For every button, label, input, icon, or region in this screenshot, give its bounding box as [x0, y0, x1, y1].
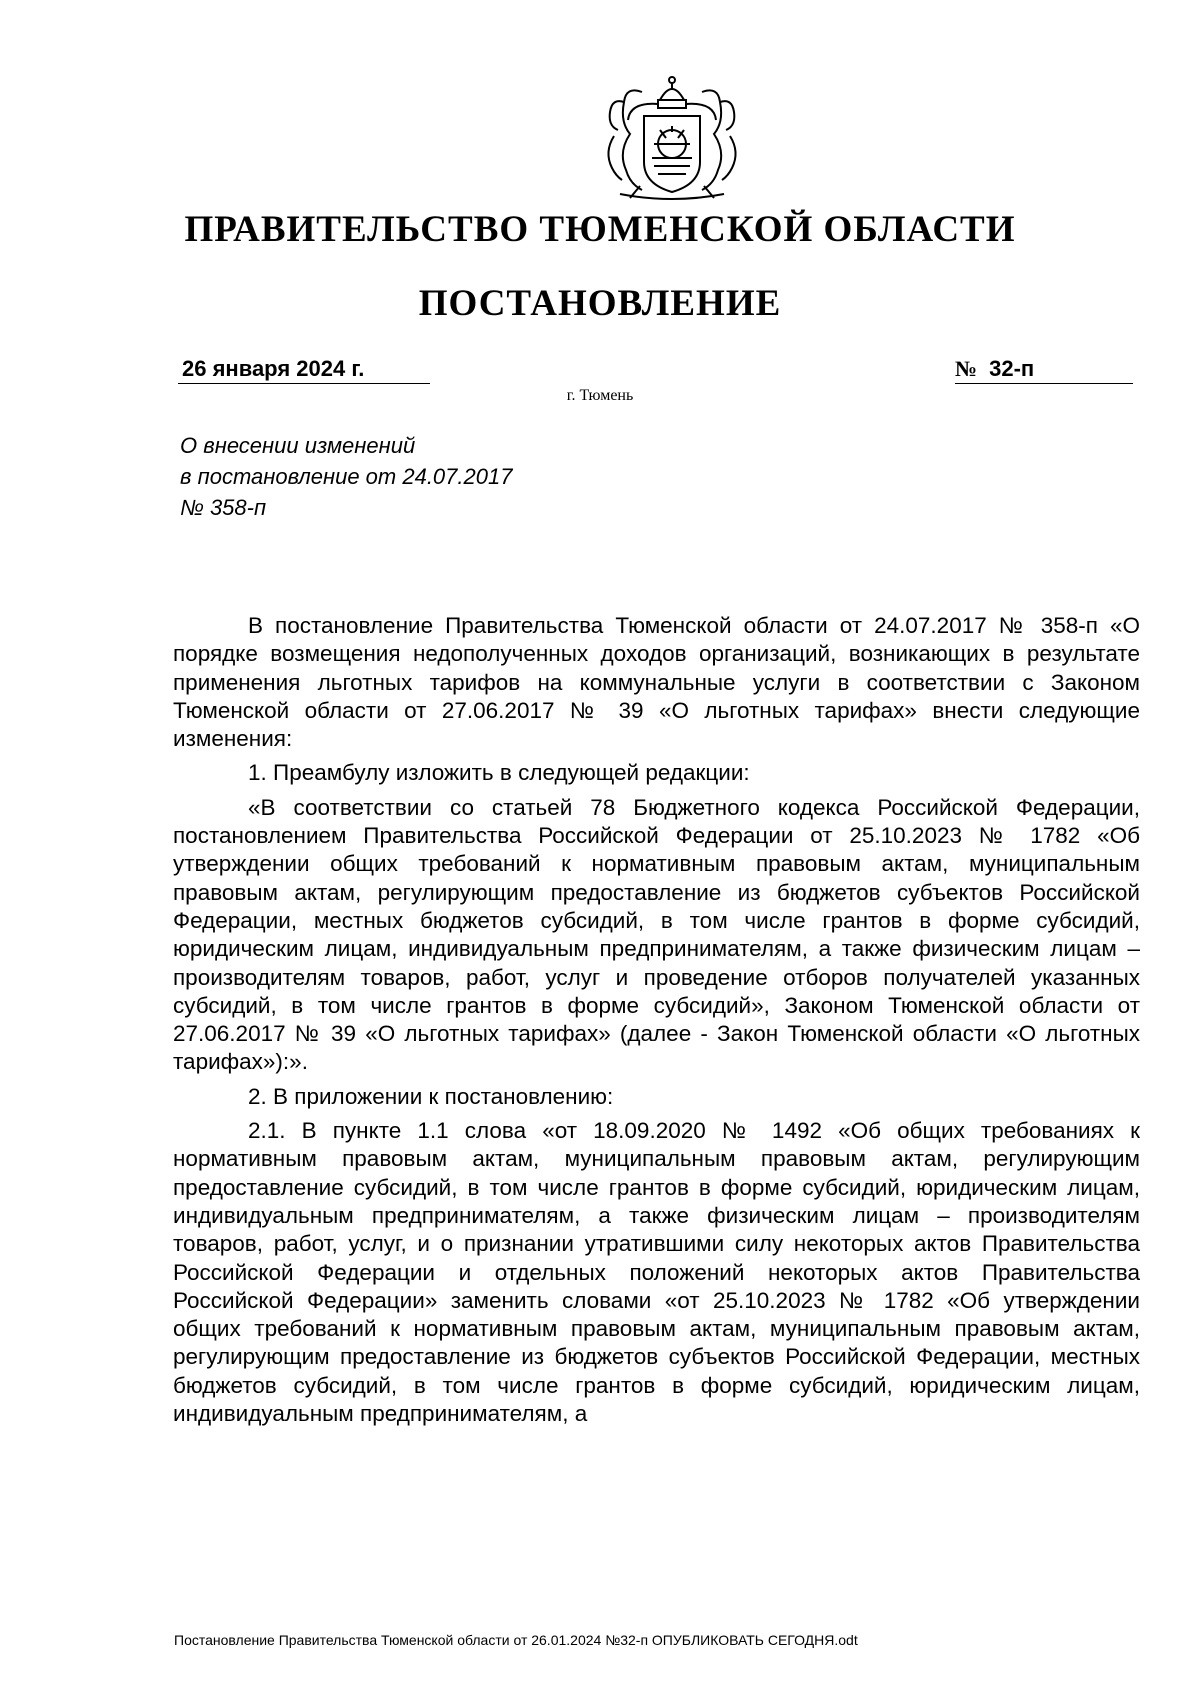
document-number-field — [955, 355, 1133, 384]
document-number: 32-п — [989, 356, 1035, 381]
body-paragraph: «В соответствии со статьей 78 Бюджетного кодекса Российской Федерации, постановлением Правительства Российской Федерации от 25.10.2023 № 1782 «Об утверждении общих требований к нормативным правовым актам, муниципальным правовым актам, регулирующим предоставление из бюджетов субъектов Российской Федерации, местных бюджетов субсидий, в том числе грантов в форме субсидий, юридическим лицам, индивидуальным предпринимателям, а также физическим лицам – производителям товаров, работ, услуг и проведение отборов получателей указанных субсидий, в том числе грантов в форме субсидий», Законом Тюменской области от 27.06.2017 № 39 «О льготных тарифах» (далее - Закон Тюменской области «О льготных тарифах»):». — [173, 794, 1140, 1075]
document-body — [173, 612, 1140, 1434]
subject-line: О внесении изменений — [180, 433, 416, 458]
body-paragraph: 1. Преамбулу изложить в следующей редакции: — [248, 760, 750, 786]
document-city: г. Тюмень — [566, 387, 634, 404]
subject-line: № 358-п — [180, 495, 267, 520]
body-paragraph: 2.1. В пункте 1.1 слова «от 18.09.2020 № 1492 «Об общих требованиях к нормативным правовым актам, муниципальным правовым актам, регулирующим предоставление субсидий, в том числе грантов в форме субсидий, юридическим лицам, индивидуальным предпринимателям, а также физическим лицам – производителям товаров, работ, услуг, и о признании утратившими силу некоторых актов Правительства Российской Федерации и отдельных положений некоторых актов Правительства Российской Федерации» заменить словами «от 25.10.2023 № 1782 «Об утверждении общих требований к нормативным правовым актам, муниципальным правовым актам, регулирующим предоставление из бюджетов субъектов Российской Федерации, местных бюджетов субсидий, в том числе грантов в форме субсидий, юридическим лицам, индивидуальным предпринимателям, а — [173, 1118, 1140, 1427]
document-subject — [180, 430, 700, 523]
subject-line: в постановление от 24.07.2017 — [180, 464, 513, 489]
organization-title: ПРАВИТЕЛЬСТВО ТЮМЕНСКОЙ ОБЛАСТИ — [184, 209, 1016, 250]
document-type-title: ПОСТАНОВЛЕНИЕ — [418, 283, 782, 324]
body-paragraph: 2. В приложении к постановлению: — [248, 1083, 614, 1109]
document-date: 26 января 2024 г. — [178, 355, 430, 384]
coat-of-arms-icon — [590, 72, 755, 204]
body-paragraph: В постановление Правительства Тюменской области от 24.07.2017 № 358-п «О порядке возмещения недополученных доходов организаций, возникающих в результате применения льготных тарифов на коммунальные услуги в соответствии с Законом Тюменской области от 27.06.2017 № 39 «О льготных тарифах» внести следующие изменения: — [173, 613, 1140, 752]
page-footer: Постановление Правительства Тюменской области от 26.01.2024 №32-п ОПУБЛИКОВАТЬ СЕГОДНЯ.odt — [174, 1632, 858, 1648]
number-sign: № — [955, 356, 978, 381]
